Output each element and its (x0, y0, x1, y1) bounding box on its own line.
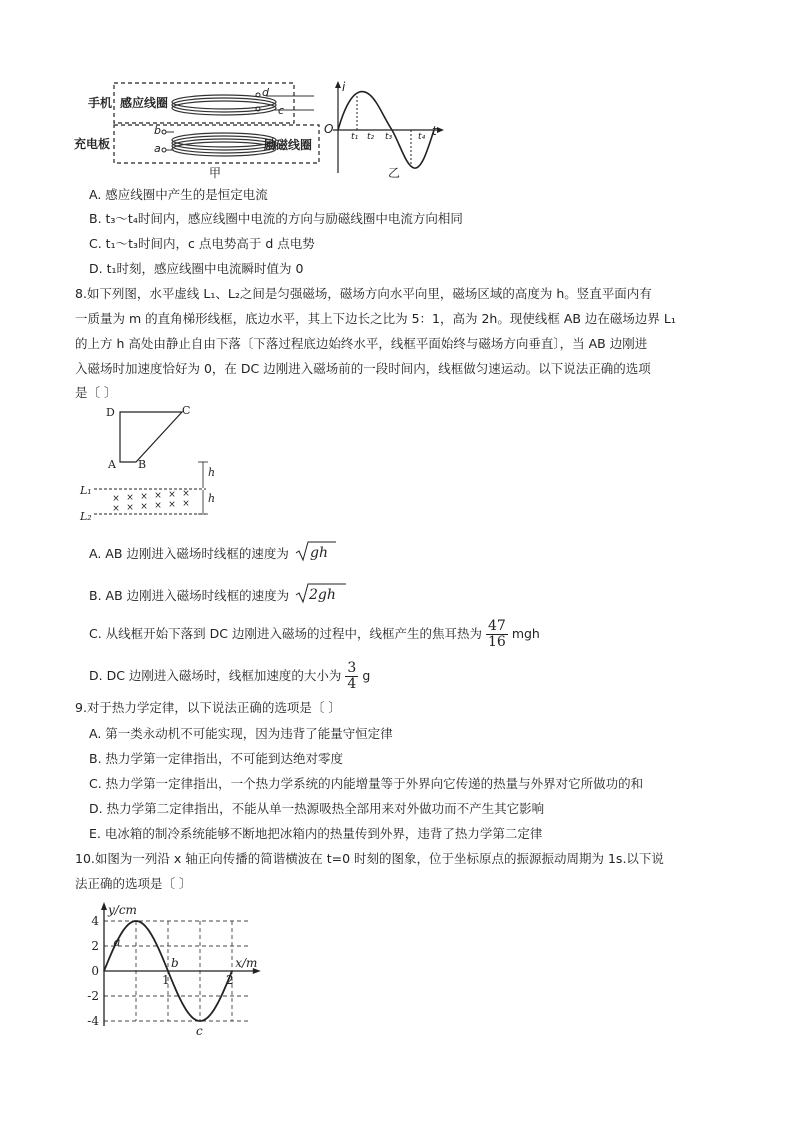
phone-label: 手机 (88, 96, 113, 110)
fraction-3-4 (345, 661, 358, 692)
caption-jia: 甲 (209, 166, 222, 180)
t2-label: t₂ (367, 132, 375, 142)
terminal-b-label: b (154, 124, 161, 137)
t3-label: t₃ (385, 132, 393, 142)
q9-option-e: E. 电冰箱的制冷系统能够不断地把冰箱内的热量传到外界，违背了热力学第二定律 (89, 826, 543, 841)
vertex-a-label: A (108, 458, 116, 471)
sqrt-2gh-text: 2gh (309, 587, 337, 603)
point-label-a: a (113, 935, 121, 949)
terminal-c-label: c (278, 104, 285, 117)
t4-label: t₄ (418, 132, 426, 142)
svg-text:×: × (154, 491, 162, 501)
svg-text:×: × (168, 490, 176, 500)
q10-stem-line-2: 法正确的选项是〔 〕 (75, 876, 192, 891)
q8-option-c-unit: mgh (511, 626, 540, 641)
q8-stem-line-2: 一质量为 m 的直角梯形线框，底边水平，其上下边长之比为 5：1，高为 2h。现使线框 AB 边在磁场边界 L₁ (75, 311, 676, 326)
height-h-label-2: h (208, 492, 216, 505)
q8-option-d (89, 659, 370, 693)
q8-figure (80, 404, 226, 528)
y-axis-arrow (101, 902, 107, 910)
q8-option-b (89, 582, 347, 604)
q9-option-a: A. 第一类永动机不可能实现，因为违背了能量守恒定律 (89, 726, 393, 741)
svg-text:×: × (182, 489, 190, 499)
wave-chart (80, 900, 260, 1038)
vertex-c-label: C (182, 404, 191, 417)
q8-stem-line-1: 8.如下列图，水平虚线 L₁、L₂之间是匀强磁场，磁场方向水平向里，磁场区域的高度为 h。竖直平面内有 (75, 286, 652, 301)
board-label: 充电板 (74, 137, 111, 151)
axis-t-label: t (432, 124, 437, 138)
induction-coil-label: 感应线圈 (120, 96, 169, 110)
svg-text:×: × (140, 492, 148, 502)
svg-text:×: × (126, 503, 134, 513)
y-tick-label: -2 (87, 989, 99, 1003)
coil-diagram (74, 78, 324, 178)
y-tick-label: 0 (91, 964, 99, 978)
q8-option-c (89, 617, 540, 651)
height-h-label-1: h (208, 466, 216, 479)
q7-option-c: C. t₁～t₃时间内，c 点电势高于 d 点电势 (89, 236, 315, 251)
q9-stem: 9.对于热力学定律，以下说法正确的选项是〔 〕 (75, 700, 341, 715)
x-tick-label: 2 (226, 973, 234, 987)
current-graph (318, 78, 446, 178)
q8-stem-line-4: 入磁场时加速度恰好为 0，在 DC 边刚进入磁场前的一段时间内，线框做匀速运动。以下说法正确的选项 (75, 361, 651, 376)
svg-text:×: × (126, 493, 134, 503)
y-axis-label: y/cm (108, 903, 137, 917)
svg-text:×: × (168, 500, 176, 510)
q7-option-b: B. t₃～t₄时间内，感应线圈中电流的方向与励磁线圈中电流方向相同 (89, 211, 463, 226)
svg-text:×: × (112, 494, 120, 504)
t1-label: t₁ (351, 132, 359, 142)
boundary-l1-label: L₁ (80, 484, 92, 497)
sqrt-gh-expression (295, 540, 337, 569)
q9-option-c: C. 热力学第一定律指出，一个热力学系统的内能增量等于外界向它传递的热量与外界对它所做功的和 (89, 776, 644, 791)
sqrt-2gh-expression (295, 582, 347, 611)
q8-option-a-text: A. AB 边刚进入磁场时线框的速度为 (89, 546, 289, 561)
x-tick-label: 1 (162, 973, 170, 987)
point-label-b: b (171, 956, 179, 970)
fraction-47-16 (486, 619, 508, 650)
figure-yi (318, 78, 446, 178)
y-tick-label: -4 (87, 1014, 99, 1028)
q8-option-c-text: C. 从线框开始下落到 DC 边刚进入磁场的过程中，线框产生的焦耳热为 (89, 626, 482, 641)
q7-option-a: A. 感应线圈中产生的是恒定电流 (89, 187, 268, 202)
sqrt-gh-text: gh (309, 545, 328, 561)
q10-stem-line-1: 10.如图为一列沿 x 轴正向传播的简谐横波在 t=0 时刻的图象，位于坐标原点的振源振动周期为 1s.以下说 (75, 851, 664, 866)
excitation-coil-label: 励磁线圈 (264, 138, 313, 152)
q8-option-b-text: B. AB 边刚进入磁场时线框的速度为 (89, 588, 290, 603)
q9-option-d: D. 热力学第二定律指出，不能从单一热源吸热全部用来对外做功而不产生其它影响 (89, 801, 545, 816)
q8-option-d-text: D. DC 边刚进入磁场时，线框加速度的大小为 (89, 668, 342, 683)
terminal-a-label: a (154, 142, 161, 155)
fraction-numerator: 3 (347, 660, 357, 676)
q9-option-b: B. 热力学第一定律指出，不可能到达绝对零度 (89, 751, 344, 766)
q8-option-d-unit: g (362, 668, 371, 683)
q8-option-a (89, 540, 337, 562)
origin-label: O (324, 122, 334, 136)
y-tick-label: 2 (91, 939, 99, 953)
q7-option-d: D. t₁时刻，感应线圈中电流瞬时值为 0 (89, 261, 304, 276)
point-label-c: c (196, 1024, 203, 1038)
q8-stem-line-3: 的上方 h 高处由静止自由下落〔下落过程底边始终水平，线框平面始终与磁场方向垂直〕，当 AB 边刚进 (75, 336, 648, 351)
caption-yi: 乙 (388, 166, 401, 180)
svg-text:×: × (182, 499, 190, 509)
axis-i-label: i (342, 80, 346, 94)
boundary-l2-label: L₂ (80, 510, 92, 523)
svg-text:×: × (140, 502, 148, 512)
x-axis-label: x/m (235, 956, 258, 970)
fraction-denominator: 4 (347, 676, 357, 692)
vertex-d-label: D (106, 406, 115, 419)
q8-stem-line-5: 是〔 〕 (75, 385, 117, 400)
y-tick-label: 4 (91, 914, 99, 928)
svg-text:×: × (154, 501, 162, 511)
wave-chart-svg (80, 900, 260, 1038)
fraction-denominator: 16 (487, 634, 506, 650)
trapezoid-frame-diagram (86, 404, 226, 528)
vertex-b-label: B (138, 458, 147, 471)
figure-jia (74, 78, 324, 178)
svg-text:×: × (112, 504, 120, 514)
terminal-d-label: d (262, 86, 269, 99)
fraction-numerator: 47 (487, 618, 506, 634)
